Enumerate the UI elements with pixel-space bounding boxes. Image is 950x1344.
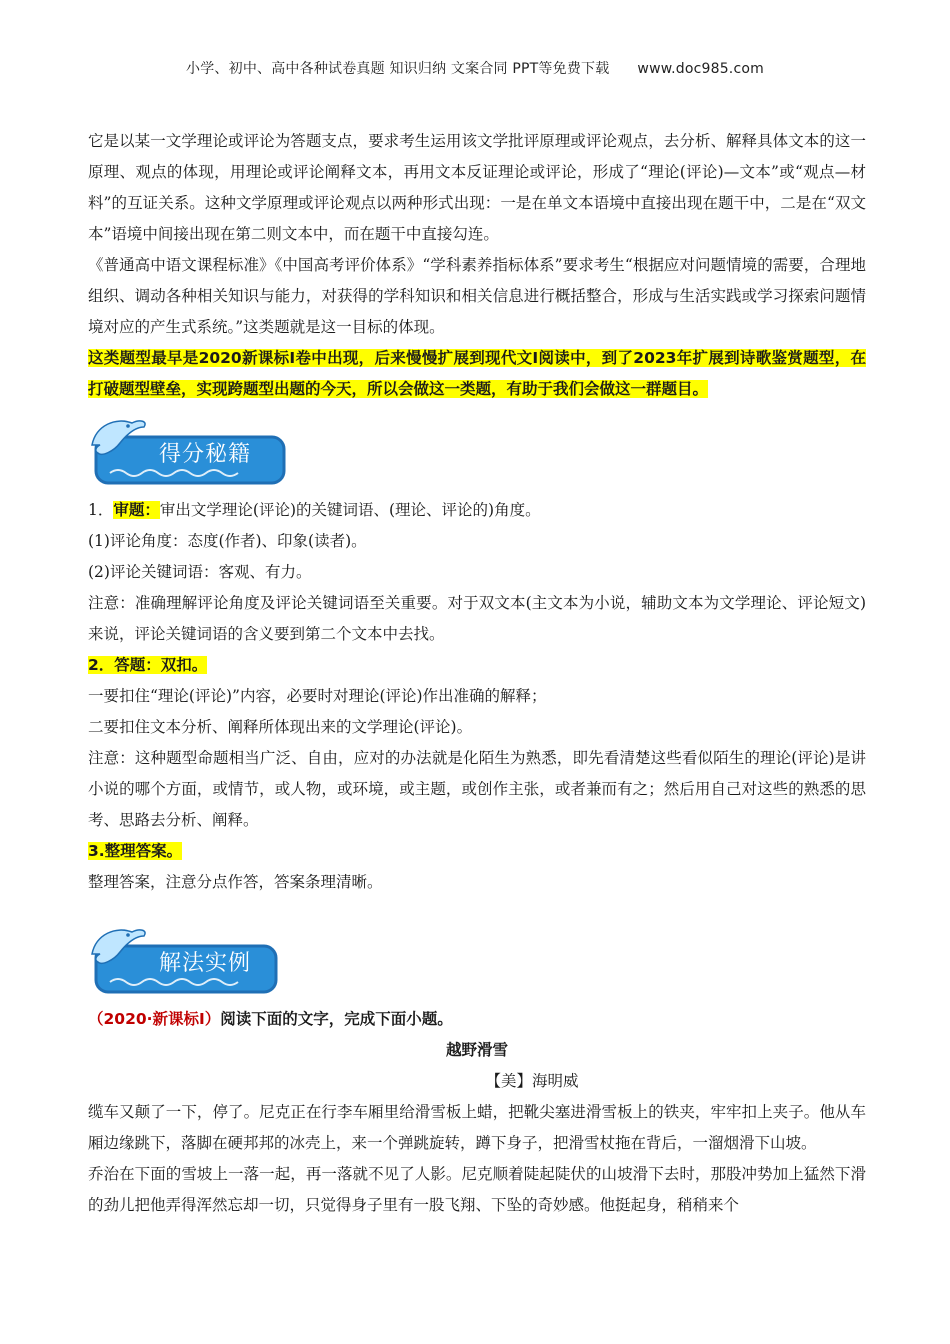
- page-header: [0, 58, 950, 78]
- tip-2-b: 二要扣住文本分析、阐释所体现出来的文学理论(评论)。: [88, 718, 473, 736]
- examples-badge-label: 解法实例: [158, 951, 251, 976]
- example-source: （2020·新课标Ⅰ）: [88, 1010, 221, 1028]
- passage-paragraph-2: 乔治在下面的雪坡上一落一起，再一落就不见了人影。尼克顺着陡起陡伏的山坡滑下去时，那股冲势加上猛然下滑的劲儿把他弄得浑然忘却一切，只觉得身子里有一股飞翔、下坠的奇妙感。他挺起身，稍稍来个: [88, 1165, 866, 1214]
- examples-badge: [88, 924, 866, 1000]
- tip-1-b: (2)评论关键词语：客观、有力。: [88, 563, 312, 581]
- tips-badge: [88, 415, 866, 491]
- example-instruction: 阅读下面的文字，完成下面小题。: [220, 1010, 453, 1028]
- header-text: 小学、初中、高中各种试卷真题 知识归纳 文案合同 PPT等免费下载: [186, 61, 610, 77]
- passage-author: 【美】海明威: [485, 1072, 579, 1090]
- tip-3-label: 3.整理答案。: [88, 842, 183, 860]
- tip-2: [88, 650, 866, 681]
- tip-2-label: 2．答题：双扣。: [88, 656, 208, 674]
- passage-title: 越野滑雪: [445, 1041, 508, 1059]
- intro-highlight: [88, 343, 866, 405]
- tip-2-a: 一要扣住“理论(评论)”内容，必要时对理论(评论)作出准确的解释；: [88, 687, 547, 705]
- intro-paragraph-2: 《普通高中语文课程标准》《中国高考评价体系》“学科素养指标体系”要求考生“根据应对问题情境的需要，合理地组织、调动各种相关知识与能力，对获得的学科知识和相关信息进行概括整合，形成与生活实践或学习探索问题情境对应的产生式系统。”这类题就是这一目标的体现。: [88, 256, 866, 336]
- document-body: [88, 126, 866, 1221]
- tip-1-label: 审题：: [113, 501, 160, 519]
- tip-1-note: 注意：准确理解评论角度及评论关键词语至关重要。对于双文本(主文本为小说，辅助文本为文学理论、评论短文)来说，评论关键词语的含义要到第二个文本中去找。: [88, 594, 866, 643]
- header-url[interactable]: www.doc985.com: [637, 61, 764, 77]
- highlight-text: 这类题型最早是2020新课标I卷中出现，后来慢慢扩展到现代文I阅读中，到了2023年扩展到诗歌鉴赏题型，在打破题型壁垒，实现跨题型出题的今天，所以会做这一类题，有助于我们会做这一群题目。: [88, 349, 866, 398]
- tips-badge-label: 得分秘籍: [158, 442, 251, 467]
- tip-1-a: (1)评论角度：态度(作者)、印象(读者)。: [88, 532, 367, 550]
- tip-1-number: 1．: [88, 501, 114, 519]
- tip-2-note: 注意：这种题型命题相当广泛、自由，应对的办法就是化陌生为熟悉，即先看清楚这些看似陌生的理论(评论)是讲小说的哪个方面，或情节，或人物，或环境，或主题，或创作主张，或者兼而有之；然后用自己对这些的熟悉的思考、思路去分析、阐释。: [88, 749, 866, 829]
- passage-paragraph-1: 缆车又颠了一下，停了。尼克正在行李车厢里给滑雪板上蜡，把靴尖塞进滑雪板上的铁夹，牢牢扣上夹子。他从车厢边缘跳下，落脚在硬邦邦的冰壳上，来一个弹跳旋转，蹲下身子，把滑雪杖拖在背后，一溜烟滑下山坡。: [88, 1103, 866, 1152]
- tip-1: [88, 495, 866, 526]
- tip-1-text: 审出文学理论(评论)的关键词语、(理论、评论的)角度。: [159, 501, 541, 519]
- intro-paragraph-1: 它是以某一文学理论或评论为答题支点，要求考生运用该文学批评原理或评论观点，去分析、解释具体文本的这一原理、观点的体现，用理论或评论阐释文本，再用文本反证理论或评论，形成了“理论(评论)—文本”或“观点—材料”的互证关系。这种文学原理或评论观点以两种形式出现：一是在单文本语境中直接出现在题干中，二是在“双文本”语境中间接出现在第二则文本中，而在题干中直接勾连。: [88, 132, 866, 243]
- tip-3-text: 整理答案，注意分点作答，答案条理清晰。: [88, 873, 383, 891]
- tip-3: [88, 836, 866, 867]
- example-heading: [88, 1004, 866, 1035]
